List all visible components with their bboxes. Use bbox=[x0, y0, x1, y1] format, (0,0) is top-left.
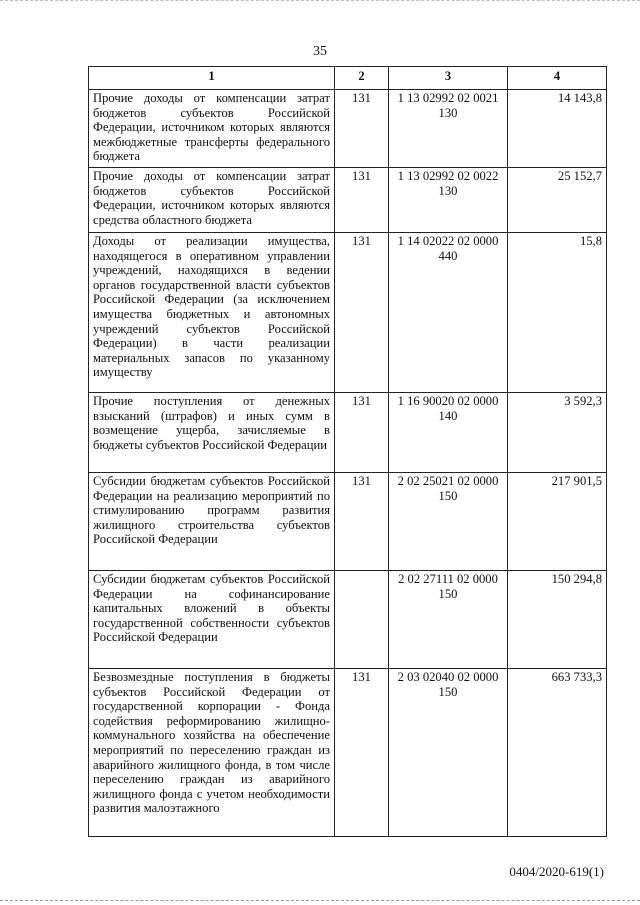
column-header: 2 bbox=[335, 67, 389, 90]
table-row bbox=[89, 473, 607, 571]
row-admin-code: 131 bbox=[335, 233, 389, 393]
row-amount: 14 143,8 bbox=[508, 90, 607, 168]
row-admin-code: 131 bbox=[335, 393, 389, 473]
row-classification-code: 2 02 27111 02 0000 150 bbox=[389, 571, 508, 669]
row-admin-code: 131 bbox=[335, 473, 389, 571]
table-row bbox=[89, 669, 607, 837]
row-admin-code: 131 bbox=[335, 669, 389, 837]
table-row bbox=[89, 90, 607, 168]
row-description: Безвозмездные поступления в бюджеты субъектов Российской Федерации от государственной корпорации - Фонда содействия реформированию жилищно-коммунального хозяйства на обеспечение мероприятий по переселению граждан из аварийного жилищного фонда, в том числе переселению граждан из аварийного жилищного фонда с учетом необходимости развития малоэтажного bbox=[89, 669, 335, 837]
row-description: Прочие поступления от денежных взысканий (штрафов) и иных сумм в возмещение ущерба, зачисляемые в бюджеты субъектов Российской Федерации bbox=[89, 393, 335, 473]
scan-edge-bottom bbox=[0, 898, 640, 901]
row-classification-code: 2 03 02040 02 0000 150 bbox=[389, 669, 508, 837]
document-code: 0404/2020-619(1) bbox=[509, 864, 604, 879]
row-classification-code: 1 13 02992 02 0021 130 bbox=[389, 90, 508, 168]
row-amount: 150 294,8 bbox=[508, 571, 607, 669]
table-row bbox=[89, 571, 607, 669]
scan-edge-top bbox=[0, 0, 640, 3]
row-description: Доходы от реализации имущества, находящегося в оперативном управлении учреждений, находящихся в ведении органов государственной власти субъектов Российской Федерации (за исключением имущества бюджетных и автономных учреждений субъектов Российской Федерации) в части реализации материальных запасов по указанному имуществу bbox=[89, 233, 335, 393]
table-row bbox=[89, 168, 607, 233]
row-admin-code: 131 bbox=[335, 90, 389, 168]
row-admin-code bbox=[335, 571, 389, 669]
budget-table bbox=[88, 66, 607, 837]
row-description: Субсидии бюджетам субъектов Российской Федерации на реализацию мероприятий по стимулированию программ развития жилищного строительства субъектов Российской Федерации bbox=[89, 473, 335, 571]
column-header: 4 bbox=[508, 67, 607, 90]
row-description: Прочие доходы от компенсации затрат бюджетов субъектов Российской Федерации, источником которых являются межбюджетные трансферты федерального бюджета bbox=[89, 90, 335, 168]
row-classification-code: 1 16 90020 02 0000 140 bbox=[389, 393, 508, 473]
row-classification-code: 1 14 02022 02 0000 440 bbox=[389, 233, 508, 393]
table-row bbox=[89, 393, 607, 473]
row-amount: 663 733,3 bbox=[508, 669, 607, 837]
column-header: 3 bbox=[389, 67, 508, 90]
row-amount: 15,8 bbox=[508, 233, 607, 393]
row-classification-code: 2 02 25021 02 0000 150 bbox=[389, 473, 508, 571]
row-admin-code: 131 bbox=[335, 168, 389, 233]
column-header: 1 bbox=[89, 67, 335, 90]
row-amount: 3 592,3 bbox=[508, 393, 607, 473]
page-number: 35 bbox=[313, 44, 327, 59]
row-description: Прочие доходы от компенсации затрат бюджетов субъектов Российской Федерации, источником которых являются средства областного бюджета bbox=[89, 168, 335, 233]
row-classification-code: 1 13 02992 02 0022 130 bbox=[389, 168, 508, 233]
table-row bbox=[89, 233, 607, 393]
row-description: Субсидии бюджетам субъектов Российской Федерации на софинансирование капитальных вложений в объекты государственной собственности субъектов Российской Федерации bbox=[89, 571, 335, 669]
row-amount: 217 901,5 bbox=[508, 473, 607, 571]
table-header-row bbox=[89, 67, 607, 90]
row-amount: 25 152,7 bbox=[508, 168, 607, 233]
